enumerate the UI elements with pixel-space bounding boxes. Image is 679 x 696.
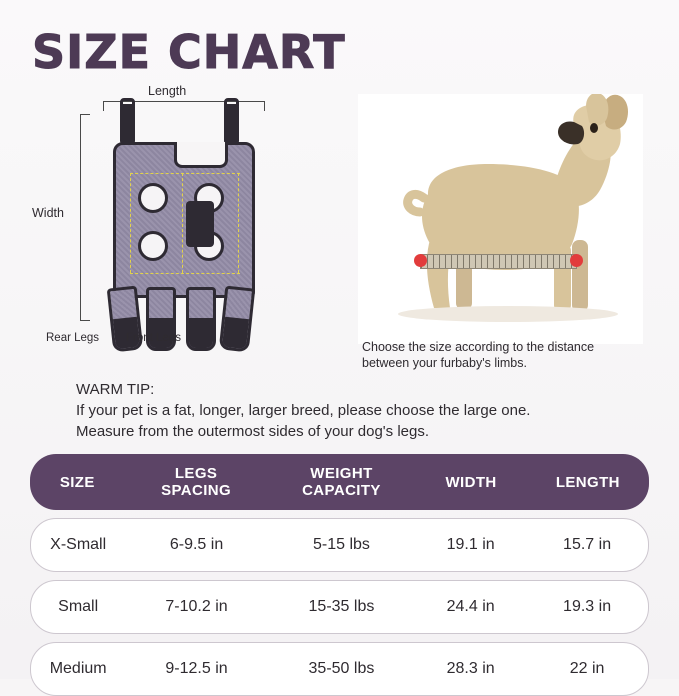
header-weight-line2: CAPACITY	[302, 482, 381, 500]
dog-illustration	[358, 94, 643, 344]
cell-width: 28.3 in	[446, 660, 495, 678]
header-weight-line1: WEIGHT	[310, 465, 373, 483]
cell-size: Medium	[49, 660, 107, 678]
cell-length: 15.7 in	[563, 536, 612, 554]
front-legs-label: Front Legs	[126, 332, 181, 345]
cell-weight-capacity: 35-50 lbs	[308, 660, 375, 678]
harness-body	[113, 142, 255, 298]
cell-size: Small	[58, 598, 99, 616]
warm-tip	[76, 380, 661, 442]
guide-line-bottom	[130, 273, 240, 274]
cell-weight-capacity: 5-15 lbs	[312, 536, 370, 554]
warm-tip-line2: Measure from the outermost sides of your dog's legs.	[76, 422, 430, 440]
cell-legs-spacing: 6-9.5 in	[169, 536, 224, 554]
photo-caption-line2: between your furbaby's limbs.	[362, 355, 527, 370]
measuring-ruler-icon	[420, 254, 577, 269]
dog-photo	[358, 94, 643, 344]
cell-weight-capacity: 15-35 lbs	[308, 598, 375, 616]
harness-illustration	[96, 112, 266, 357]
leg-hole-1	[138, 183, 168, 213]
cell-width: 24.4 in	[446, 598, 495, 616]
illustration-row	[18, 84, 661, 374]
width-bracket-icon	[80, 114, 90, 321]
leg-sleeve	[222, 317, 249, 349]
page-title: SIZE CHART	[32, 25, 346, 79]
header-length: LENGTH	[555, 473, 620, 491]
guide-line-left	[130, 173, 131, 273]
strap-top-left	[120, 104, 135, 144]
cell-legs-spacing: 9-12.5 in	[165, 660, 228, 678]
rear-legs-label: Rear Legs	[46, 332, 100, 345]
table-header-row	[30, 454, 649, 510]
warm-tip-heading: WARM TIP:	[76, 381, 155, 399]
photo-caption-line1: Choose the size according to the distance	[362, 340, 595, 355]
guide-line-middle	[182, 173, 183, 273]
leg-sleeve	[189, 318, 213, 348]
table-row	[30, 580, 649, 634]
header-size: SIZE	[59, 473, 95, 491]
dog-photo-block	[318, 84, 661, 370]
center-strap	[186, 201, 214, 247]
header-legs-spacing	[125, 465, 268, 500]
width-label: Width	[32, 206, 64, 221]
cell-length: 22 in	[569, 660, 605, 678]
warm-tip-line1: If your pet is a fat, longer, larger breed, please choose the large one.	[76, 401, 531, 419]
strap-top-right	[224, 104, 239, 144]
loop-top-left-icon	[120, 98, 135, 110]
length-label: Length	[148, 84, 187, 99]
cell-width: 19.1 in	[446, 536, 495, 554]
cell-legs-spacing: 7-10.2 in	[165, 598, 228, 616]
harness-notch	[174, 142, 228, 168]
header-legs-line2: SPACING	[161, 482, 232, 500]
table-row	[30, 518, 649, 572]
harness-leg-front-inner	[186, 287, 216, 351]
header-weight-capacity	[268, 465, 416, 500]
cell-length: 19.3 in	[563, 598, 612, 616]
header-width: WIDTH	[445, 473, 497, 491]
harness-leg-front-outer	[219, 286, 256, 353]
leg-hole-3	[138, 231, 168, 261]
photo-caption	[362, 340, 662, 371]
cell-size: X-Small	[50, 536, 107, 554]
guide-line-right	[238, 173, 239, 273]
guide-line-top	[130, 173, 240, 174]
header-legs-line1: LEGS	[174, 465, 218, 483]
loop-top-right-icon	[224, 98, 239, 110]
size-table	[30, 454, 649, 696]
table-row	[30, 642, 649, 696]
